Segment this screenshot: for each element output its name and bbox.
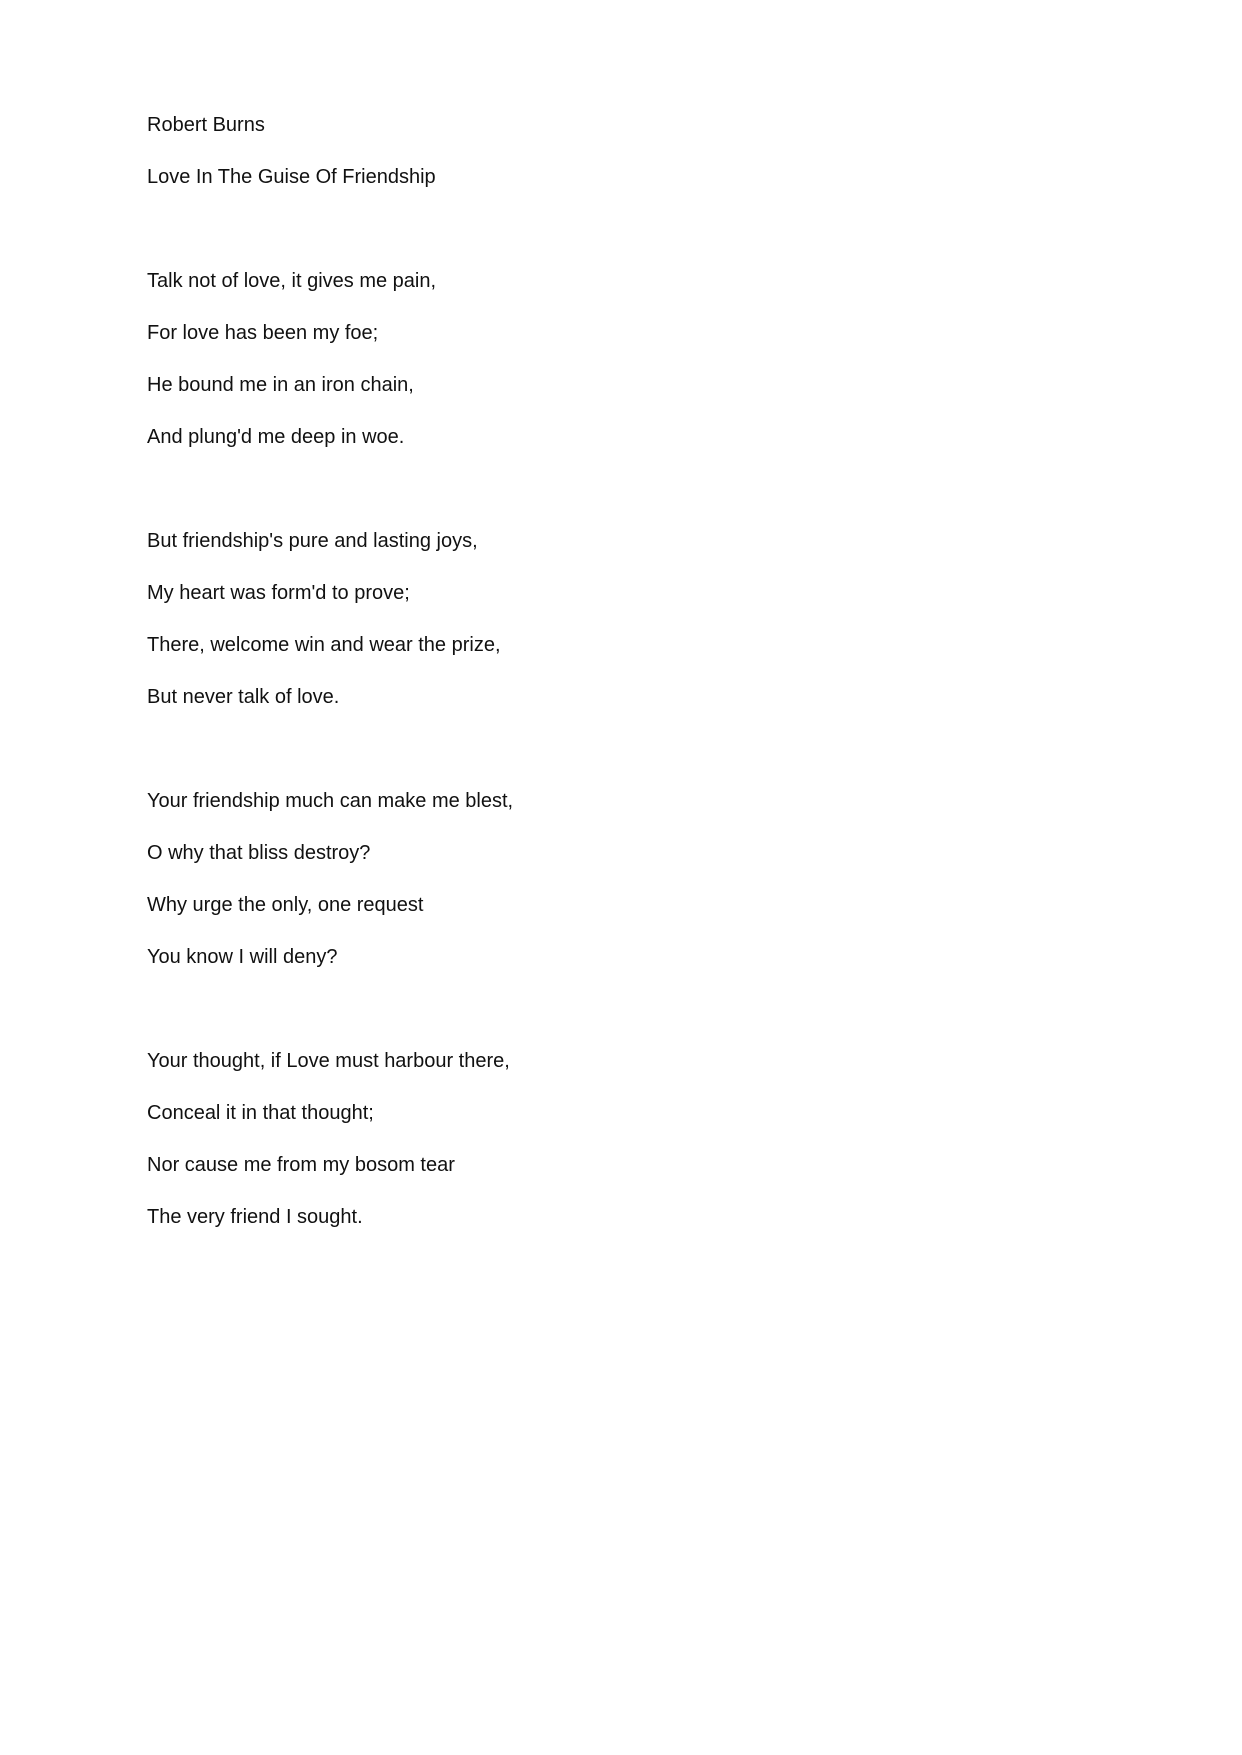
poem-line: Your thought, if Love must harbour there,	[147, 1050, 510, 1072]
spacer	[147, 994, 1107, 1046]
poem-line: He bound me in an iron chain,	[147, 374, 414, 396]
poem-line: Talk not of love, it gives me pain,	[147, 270, 437, 292]
stanza-2	[147, 526, 1107, 734]
author-name: Robert Burns	[147, 114, 265, 136]
poem-line: For love has been my foe;	[147, 322, 379, 344]
poem-line: O why that bliss destroy?	[147, 842, 371, 864]
stanza-1	[147, 266, 1107, 474]
poem-line: And plung'd me deep in woe.	[147, 426, 405, 448]
poem-line: Nor cause me from my bosom tear	[147, 1154, 455, 1176]
poem-line: Conceal it in that thought;	[147, 1102, 374, 1124]
stanza-3	[147, 786, 1107, 994]
poem-line: My heart was form'd to prove;	[147, 582, 410, 604]
poem-content	[147, 110, 1107, 1254]
poem-line: There, welcome win and wear the prize,	[147, 634, 501, 656]
spacer	[147, 734, 1107, 786]
poem-line: But friendship's pure and lasting joys,	[147, 530, 478, 552]
poem-line: The very friend I sought.	[147, 1206, 363, 1228]
spacer	[147, 474, 1107, 526]
poem-line: Why urge the only, one request	[147, 894, 424, 916]
spacer	[147, 214, 1107, 266]
stanza-4	[147, 1046, 1107, 1254]
poem-line: But never talk of love.	[147, 686, 340, 708]
poem-line: Your friendship much can make me blest,	[147, 790, 514, 812]
poem-line: You know I will deny?	[147, 946, 338, 968]
poem-title: Love In The Guise Of Friendship	[147, 166, 436, 188]
